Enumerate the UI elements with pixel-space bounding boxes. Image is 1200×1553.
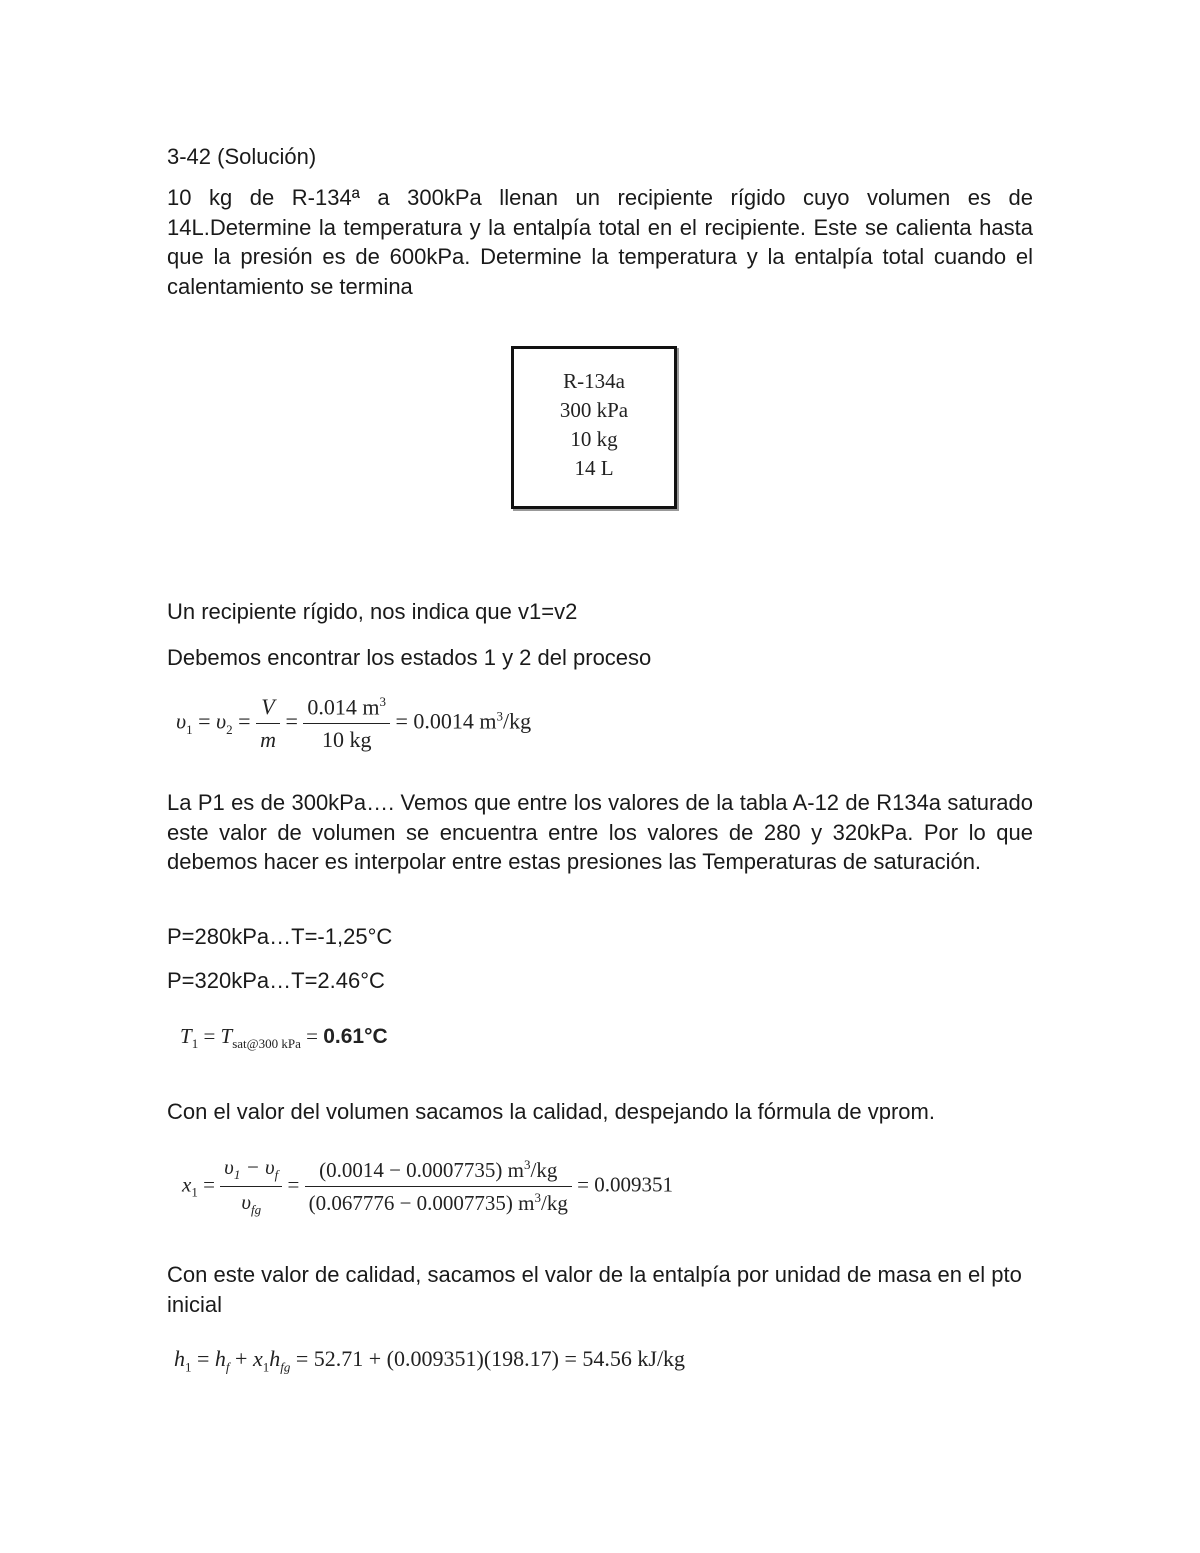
volume-equation: $\upsilon_1 = \upsilon_2$ = $\frac{V}{m}$ = $\frac{0.014 m^3}{10 kg}$ = 0.0014 $m^3/kg$ [176, 694, 532, 753]
numeric-quality-fraction [305, 1157, 572, 1216]
symbolic-quality-fraction [220, 1155, 282, 1218]
numeric-fraction [303, 694, 390, 753]
t1-result: 0.61°C [323, 1025, 388, 1048]
figure-line-pressure: 300 kPa [559, 398, 629, 422]
v1-symbol: υ [176, 708, 187, 734]
tsat-subscript: sat@300 kPa [232, 1036, 301, 1052]
vfg-symbol: υ [241, 1190, 251, 1215]
v1-symbol-q: υ [224, 1155, 234, 1179]
enthalpy-result: = 52.71 + (0.009351)(198.17) = 54.56 kJ/kg [295, 1346, 686, 1371]
v2-subscript: 2 [226, 722, 233, 738]
enthalpy-equation: $h_1 = h_f + x_1h_{fg} = 52.71 + (0.009351)(198.17) = 54.56$ kJ/kg [174, 1346, 686, 1375]
v1-subscript: 1 [186, 722, 193, 738]
hf-symbol: h [214, 1346, 226, 1371]
figure-line-mass: 10 kg [570, 427, 618, 451]
result-exponent: 3 [496, 708, 504, 724]
specific-volume-result: = 0.0014 m [395, 708, 497, 734]
problem-statement: 10 kg de R-134ª a 300kPa llenan un recipiente rígido cuyo volumen es de 14L.Determine la temperatura y la entalpía total en el recipiente. Este se calienta hasta que la presión es de 600kPa. Determine la temperatura y la entalpía total cuando el calentamiento se termina [167, 185, 1033, 299]
quality-result: = 0.009351 [577, 1172, 673, 1197]
quality-equation: $x_1$ = $\frac{\upsilon_1 - \upsilon_f}{\upsilon_{fg}}$ = $\frac{(0.0014 - 0.0007735) m^3/kg}{(0.067776 - 0.0007735) m^3/kg}$ = 0.009351 [182, 1155, 673, 1218]
quality-num-unit: /kg [530, 1158, 558, 1183]
h1-subscript: 1 [185, 1359, 192, 1375]
hfg-subscript: fg [280, 1359, 291, 1375]
quality-numerator: (0.0014 − 0.0007735) m [319, 1158, 525, 1183]
p1-paragraph: La P1 es de 300kPa…. Vemos que entre los valores de la tabla A-12 de R134a saturado este valor de volumen se encuentra entre los valores de 280 y 320kPa. Por lo que debemos hacer es interpolar entre estas presiones las Temperaturas de saturación. [167, 790, 1033, 874]
figure-line-volume: 14 L [574, 456, 614, 480]
x1-symbol-h: x [252, 1346, 263, 1371]
quality-paragraph: Con el valor del volumen sacamos la calidad, despejando la fórmula de vprom. [167, 1099, 935, 1124]
figure-line-refrigerant: R-134a [563, 369, 625, 393]
enthalpy-paragraph: Con este valor de calidad, sacamos el valor de la entalpía por unidad de masa en el pto inicial [167, 1262, 1022, 1317]
vf-sub: f [274, 1167, 279, 1183]
figure-tank-box [511, 346, 677, 509]
h1-symbol: h [174, 1346, 185, 1371]
hfg-symbol: h [269, 1346, 281, 1371]
tsat-symbol: T [220, 1024, 233, 1048]
mass-symbol: m [260, 727, 276, 753]
t1-subscript: 1 [191, 1036, 199, 1052]
x1-subscript-h: 1 [262, 1359, 270, 1375]
states-note: Debemos encontrar los estados 1 y 2 del proceso [167, 645, 652, 670]
x1-subscript: 1 [191, 1184, 198, 1200]
solution-heading: 3-42 (Solución) [167, 144, 317, 169]
temperature-equation: $T_1 = T_{sat@300 kPa} = 0.61^\circ C$ [180, 1024, 388, 1052]
quality-den-exp: 3 [534, 1190, 542, 1206]
x1-symbol: x [182, 1172, 192, 1197]
rigid-container-note: Un recipiente rígido, nos indica que v1=v2 [167, 599, 578, 624]
vfg-sub: fg [250, 1202, 262, 1218]
volume-value: 0.014 m [307, 694, 380, 720]
t1-symbol: T [180, 1024, 192, 1048]
p320-line: P=320kPa…T=2.46°C [167, 968, 385, 993]
vf-symbol: − υ [240, 1155, 275, 1179]
volume-over-mass-fraction [256, 694, 280, 753]
hf-subscript: f [225, 1359, 230, 1375]
quality-denominator: (0.067776 − 0.0007735) m [308, 1191, 535, 1216]
v1-sub-q: 1 [233, 1167, 241, 1183]
quality-num-exp: 3 [524, 1157, 531, 1173]
volume-exponent: 3 [379, 694, 386, 709]
v2-symbol: υ [216, 708, 227, 734]
mass-value: 10 kg [321, 727, 372, 753]
p280-line: P=280kPa…T=-1,25°C [167, 924, 393, 949]
result-unit: /kg [503, 708, 532, 734]
quality-den-unit: /kg [541, 1191, 568, 1216]
volume-symbol: V [256, 694, 280, 724]
